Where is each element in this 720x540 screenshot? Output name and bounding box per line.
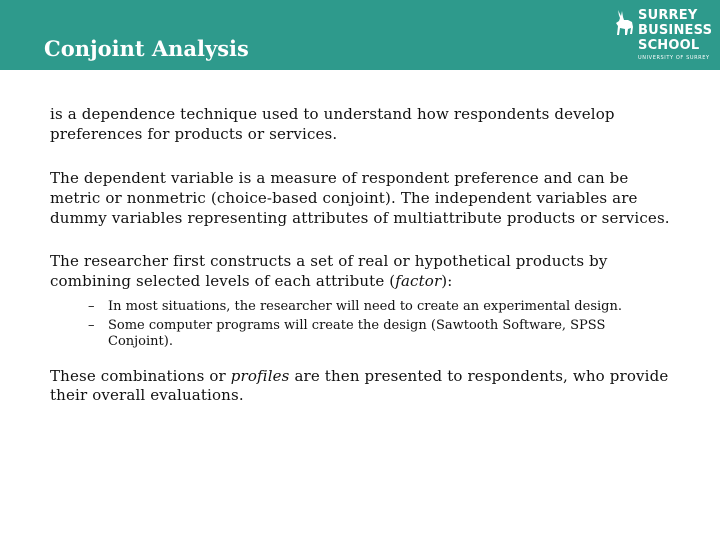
paragraph-profiles <box>50 367 670 405</box>
header-bar <box>0 0 720 70</box>
stag-icon <box>610 8 636 48</box>
paragraph-construct-products <box>50 251 670 291</box>
text-segment: The researcher first constructs a set of real or hypothetical products by combining selected levels of each attribute ( <box>50 252 608 290</box>
emphasis-factor: factor <box>395 272 442 290</box>
slide-content <box>50 104 670 405</box>
text-segment: These combinations or <box>50 367 231 385</box>
bullet-dash: – <box>88 318 95 333</box>
list-item <box>50 299 670 315</box>
slide-title: Conjoint Analysis <box>44 36 249 61</box>
paragraph-dependent-variable: The dependent variable is a measure of respondent preference and can be metric or nonmetric (choice-based conjoint). The independent variables are dummy variables representing attributes of multiattribute products or services. <box>50 169 670 227</box>
logo-line-1: SURREY <box>638 8 698 23</box>
bullet-dash: – <box>88 299 95 314</box>
paragraph-definition: is a dependence technique used to understand how respondents develop preferences for products or services. <box>50 105 615 143</box>
surrey-business-school-logo <box>610 6 716 64</box>
bullet-text: Some computer programs will create the design (Sawtooth Software, SPSS Conjoint). <box>108 318 606 349</box>
sub-bullet-list <box>50 299 670 350</box>
text-segment: are then presented to respondents, who provide their overall evaluations. <box>50 367 669 404</box>
emphasis-profiles: profiles <box>230 367 290 385</box>
logo-subtitle: UNIVERSITY OF SURREY <box>638 55 710 61</box>
logo-line-2: BUSINESS <box>638 23 713 38</box>
logo-line-3: SCHOOL <box>638 38 700 53</box>
text-segment: ): <box>441 272 453 290</box>
list-item <box>50 318 670 350</box>
bullet-text: In most situations, the researcher will need to create an experimental design. <box>108 299 622 314</box>
